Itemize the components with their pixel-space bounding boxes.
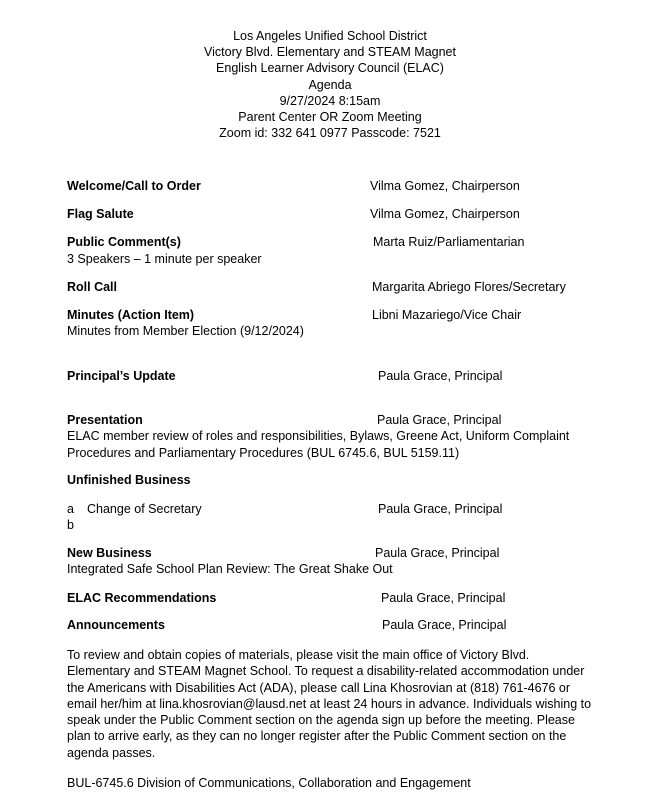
meeting-datetime: 9/27/2024 8:15am <box>279 93 381 108</box>
unfinished-item-b-letter: b <box>67 518 74 532</box>
agenda-item-presentation-presenter: Paula Grace, Principal <box>377 413 502 427</box>
zoom-info: Zoom id: 332 641 0977 Passcode: 7521 <box>219 126 441 141</box>
agenda-item-minutes-presenter: Libni Mazariego/Vice Chair <box>372 308 522 322</box>
agenda-item-announcements-title: Announcements <box>67 618 165 632</box>
agenda-item-announcements-presenter: Paula Grace, Principal <box>382 618 507 632</box>
school-name: Victory Blvd. Elementary and STEAM Magnet <box>204 45 456 60</box>
document-title: Agenda <box>308 77 352 92</box>
agenda-item-new-business-presenter: Paula Grace, Principal <box>375 546 500 560</box>
unfinished-item-a-text: Change of Secretary <box>87 502 202 516</box>
unfinished-item-a-letter: a <box>67 502 74 516</box>
agenda-item-public-comment-title: Public Comment(s) <box>67 235 181 249</box>
agenda-item-recommendations-presenter: Paula Grace, Principal <box>381 591 506 605</box>
meeting-location: Parent Center OR Zoom Meeting <box>238 110 422 125</box>
agenda-item-minutes-title: Minutes (Action Item) <box>67 308 195 322</box>
agenda-item-public-comment-detail: 3 Speakers – 1 minute per speaker <box>67 252 262 266</box>
agenda-item-minutes-detail: Minutes from Member Election (9/12/2024) <box>67 324 304 338</box>
document-header <box>0 28 660 141</box>
agenda-item-presentation-title: Presentation <box>67 413 143 427</box>
unfinished-item-a-presenter: Paula Grace, Principal <box>378 502 503 516</box>
agenda-item-principal-update-presenter: Paula Grace, Principal <box>378 369 503 383</box>
agenda-item-roll-call-title: Roll Call <box>67 280 118 294</box>
accommodation-notice: To review and obtain copies of materials, please visit the main office of Victory Blvd. Elementary and STEAM Magnet School. To request a disability-related accommodation under the Americans with Disabilities Act (ADA), please call Lina Khosrovian at (818) 761-4676 or email her/him at lina.khosrovian@lausd.net at least 24 hours in advance. Individuals wishing to speak under the Public Comment section on the agenda sign up before the meeting. Please plan to arrive early, as they can no longer register after the Public Comment section on the agenda passes. <box>67 648 592 760</box>
agenda-item-recommendations-title: ELAC Recommendations <box>67 591 217 605</box>
council-name: English Learner Advisory Council (ELAC) <box>216 61 444 76</box>
agenda-item-unfinished-title: Unfinished Business <box>67 473 191 487</box>
agenda-item-new-business-title: New Business <box>67 546 152 560</box>
agenda-item-public-comment-presenter: Marta Ruiz/Parliamentarian <box>373 235 525 249</box>
agenda-item-principal-update-title: Principal’s Update <box>67 369 176 383</box>
district-name: Los Angeles Unified School District <box>233 29 427 43</box>
agenda-item-welcome-presenter: Vilma Gomez, Chairperson <box>370 179 520 193</box>
agenda-item-new-business-detail: Integrated Safe School Plan Review: The Great Shake Out <box>67 562 393 576</box>
agenda-item-presentation-detail: ELAC member review of roles and responsibilities, Bylaws, Greene Act, Uniform Complaint Procedures and Parliamentary Procedures (BUL 6745.6, BUL 5159.11) <box>67 429 570 460</box>
agenda-item-flag-presenter: Vilma Gomez, Chairperson <box>370 207 520 221</box>
agenda-item-roll-call-presenter: Margarita Abriego Flores/Secretary <box>372 280 566 294</box>
agenda-item-flag-title: Flag Salute <box>67 207 134 221</box>
agenda-item-welcome-title: Welcome/Call to Order <box>67 179 201 193</box>
footer-bulletin-reference: BUL-6745.6 Division of Communications, Collaboration and Engagement <box>67 776 471 790</box>
